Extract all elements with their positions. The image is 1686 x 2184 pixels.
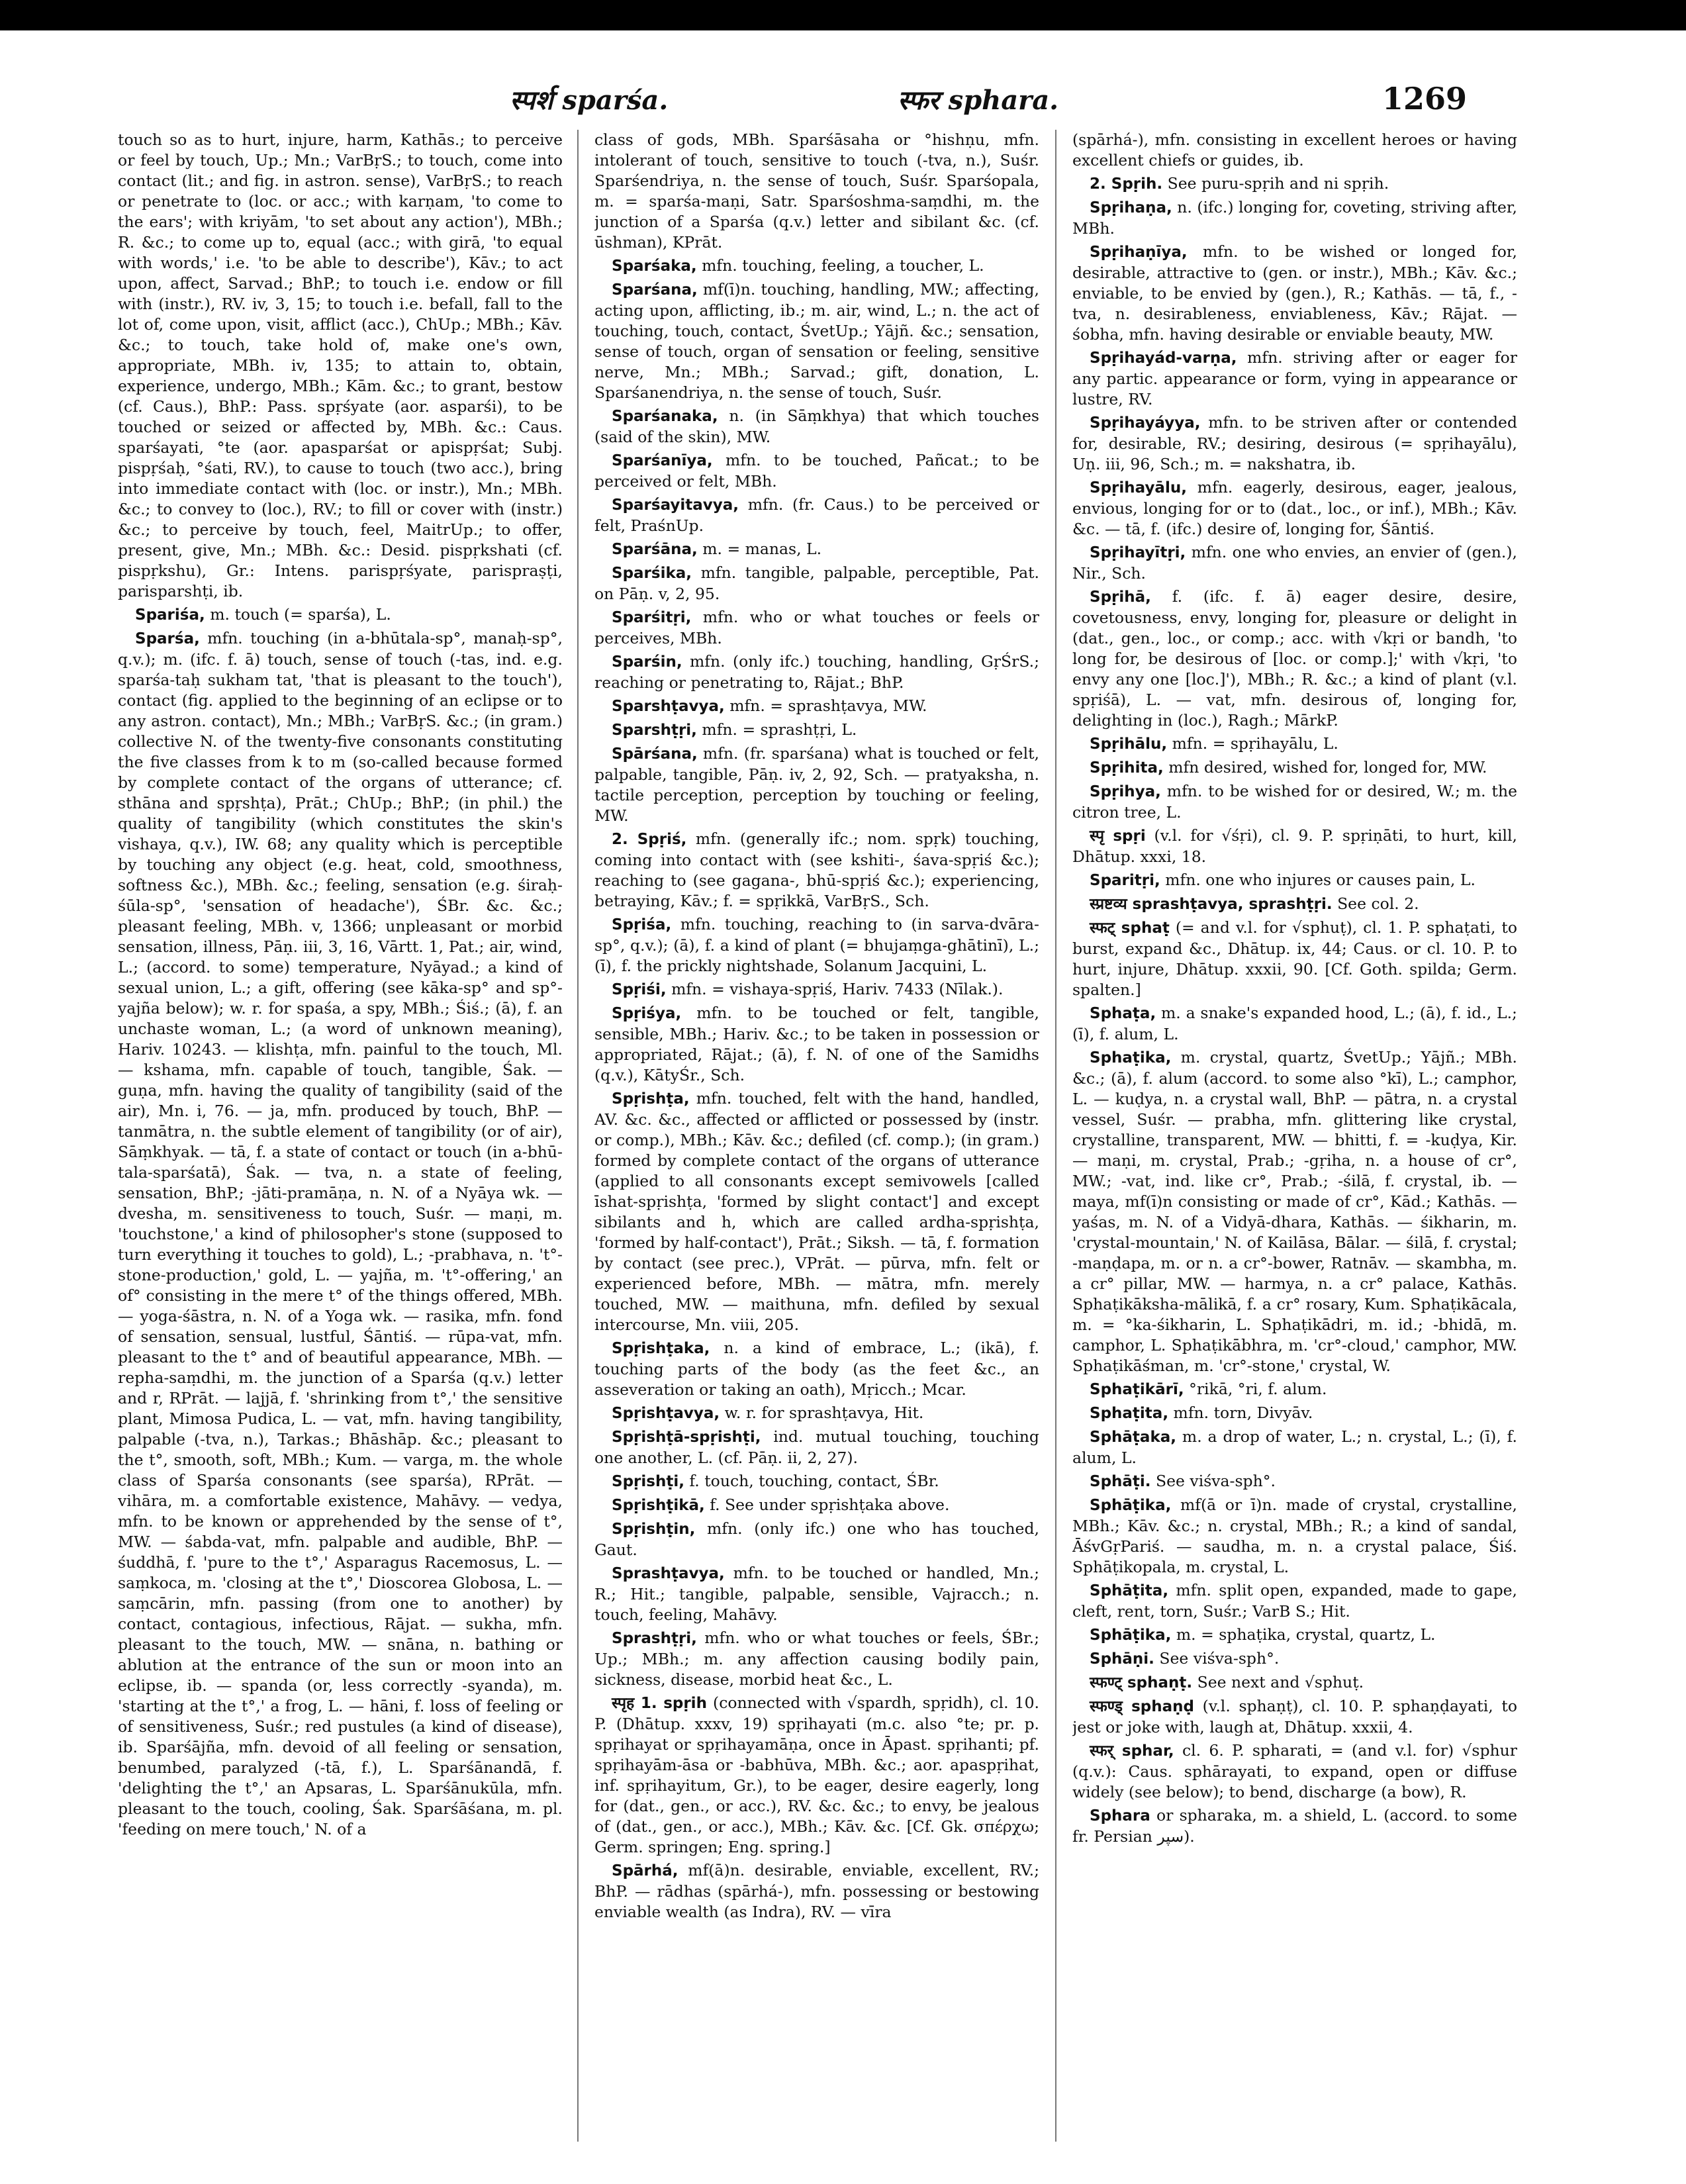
dictionary-entry (1072, 412, 1517, 475)
entry-headword: Spṛishṭin, (612, 1521, 696, 1538)
entry-definition: m. a snake's expanded hood, L.; (ā), f. id., L.; (ī), f. alum, L. (1072, 1004, 1517, 1043)
dictionary-entry (594, 1860, 1039, 1923)
dictionary-entry (594, 651, 1039, 693)
entry-definition: (= and v.l. for √sphuṭ), cl. 1. P. sphaṭati, to burst, expand &c., Dhātup. ix, 44; Caus. or cl. 10. P. to hurt, injure, Dhātup. xxxii, 90. [Cf. Goth. spilda; Germ. spalten.] (1072, 918, 1517, 999)
entry-definition: mfn. to be touched, Pañcat.; to be perceived or felt, MBh. (594, 451, 1039, 491)
dictionary-entry (1072, 1805, 1517, 1847)
entry-headword: Spṛishṭi, (612, 1473, 684, 1490)
entry-definition: See viśva-sph°. (1156, 1472, 1276, 1490)
entry-definition: mfn. one who envies, an envier of (gen.), Nir., Sch. (1072, 543, 1517, 583)
dictionary-entry (1072, 1471, 1517, 1492)
entry-definition: mfn. = sprashṭṛi, L. (702, 720, 857, 739)
entry-definition: mfn. tangible, palpable, perceptible, Pat. on Pāṇ. v, 2, 95. (594, 563, 1039, 603)
entry-definition: mfn. to be wished or longed for, desirable, attractive to (gen. or instr.), MBh.; Kāv. &c.; enviable, to be envied by (gen.), R.; Kathās. — tā, f., -tva, n. desirableness, enviableness, Kāv.; Rājat. — śobha, mfn. having desirable or enviable beauty, MW. (1072, 242, 1517, 344)
entry-definition: mfn. (only ifc.) one who has touched, Gaut. (594, 1519, 1039, 1559)
entry-definition: m. a drop of water, L.; n. crystal, L.; (ī), f. alum, L. (1072, 1427, 1517, 1467)
entry-headword: Sphaṭita, (1090, 1405, 1169, 1422)
entry-definition: n. a kind of embrace, L.; (ikā), f. touching parts of the body (as the feet &c., an asseveration or taking an oath), Mṛicch.; Mcar. (594, 1339, 1039, 1399)
entry-headword: Spṛihayālu, (1090, 479, 1187, 497)
dictionary-entry (594, 829, 1039, 912)
dictionary-entry (1072, 542, 1517, 584)
dictionary-entry (1072, 587, 1517, 731)
column-2 (594, 130, 1039, 2142)
dictionary-entry (1072, 1625, 1517, 1646)
entry-definition: m. touch (= sparśa), L. (210, 605, 391, 624)
entry-definition: mfn. touched, felt with the hand, handled, AV. &c. &c., affected or afflicted or possessed by (instr. or comp.), MBh.; Kāv. &c.; defiled (cf. comp.); (in gram.) formed by complete contact of the organs of utterance (applied to all consonants except semivowels [called īshat-spṛishṭa, 'formed by slight contact'] and except sibilants and h, which are called ardha-spṛishṭa, 'formed by half-contact'), Prāt.; Siksh. — tā, f. formation by contact (see prec.), VPrāt. — pūrva, mfn. felt or experienced before, MBh. — mātra, mfn. merely touched, MW. — maithuna, mfn. defiled by sexual intercourse, Mn. viii, 205. (594, 1089, 1039, 1334)
entry-definition: mfn. touching, reaching to (in sarva-dvāra-sp°, q.v.); (ā), f. a kind of plant (= bhujaṃga-ghātinī), L.; (ī), f. the prickly nightshade, Solanum Jacquini, L. (594, 915, 1039, 975)
entry-definition: mfn. one who injures or causes pain, L. (1165, 871, 1475, 889)
dictionary-entry (1072, 1003, 1517, 1045)
dictionary-entry (1072, 781, 1517, 823)
dictionary-entry (594, 495, 1039, 536)
dictionary-entry (594, 563, 1039, 604)
dictionary-entry (594, 1471, 1039, 1492)
dictionary-entry (594, 279, 1039, 403)
entry-definition: (v.l. sphaṇṭ), cl. 10. P. sphaṇḍayati, to jest or joke with, laugh at, Dhātup. xxxii, 4. (1072, 1697, 1517, 1736)
running-head-left: स्पर्श sparśa. (510, 85, 669, 116)
entry-definition: See puru-spṛih and ni spṛih. (1167, 174, 1389, 193)
entry-definition: w. r. for sprashṭavya, Hit. (724, 1403, 924, 1422)
entry-headword: Spṛihaṇīya, (1090, 244, 1188, 261)
entry-headword: स्फण्ड् sphaṇḍ (1090, 1698, 1194, 1715)
entry-definition: See viśva-sph°. (1159, 1649, 1280, 1668)
entry-definition: (v.l. for √śṛi), cl. 9. P. spṛiṇāti, to hurt, kill, Dhātup. xxxi, 18. (1072, 826, 1517, 866)
entry-headword: स्प्रष्टव्य sprashṭavya, sprashṭṛi. (1090, 896, 1333, 913)
entry-definition: cl. 6. P. spharati, = (and v.l. for) √sphur (q.v.): Caus. sphārayati, to expand, open or diffuse widely (see below); to bend, discharge (a bow), R. (1072, 1741, 1517, 1801)
entry-headword: स्पृ spṛi (1090, 828, 1146, 845)
entry-headword: Sphara (1090, 1807, 1150, 1825)
entry-definition: f. touch, touching, contact, ŚBr. (689, 1472, 939, 1490)
scan-top-border (0, 0, 1686, 30)
entry-definition: mfn. to be wished for or desired, W.; m. the citron tree, L. (1072, 782, 1517, 822)
entry-definition: (spārhá-), mfn. consisting in excellent heroes or having excellent chiefs or guides, ib. (1072, 130, 1517, 169)
entry-definition: class of gods, MBh. Sparśāsaha or °hishṇu, mfn. intolerant of touch, sensitive to touch (-tva, n.), Suśr. Sparśendriya, n. the sense of touch, Suśr. Sparśopala, m. = sparśa-maṇi, Satr. Sparśoshma-saṃdhi, m. the junction of a Sparśa (q.v.) letter and sibilant &c. (cf. ūshman), KPrāt. (594, 130, 1039, 252)
dictionary-entry (118, 628, 563, 1840)
entry-definition: mf(ā)n. desirable, enviable, excellent, RV.; BhP. — rādhas (spārhá-), mfn. possessing or bestowing enviable wealth (as Indra), RV. — vīra (594, 1861, 1039, 1921)
entry-definition: f. (ifc. f. ā) eager desire, desire, covetousness, envy, longing for, pleasure or delight in (dat., gen., loc., or comp.; acc. with √kṛi or bandh, 'to long for, be desirous of [loc. or comp.];' with √kṛi, 'to envy any one [loc.]'), MBh.; R. &c.; a kind of plant (v.l. spṛiśā), L. — vat, mfn. desirous of, longing for, delighting in (loc.), Ragh.; MārkP. (1072, 587, 1517, 730)
dictionary-entry (594, 1403, 1039, 1424)
entry-definition: n. (ifc.) longing for, coveting, striving after, MBh. (1072, 198, 1517, 238)
dictionary-entry (1072, 1403, 1517, 1424)
entry-headword: Spṛihālu, (1090, 736, 1168, 753)
dictionary-entry (1072, 1696, 1517, 1738)
dictionary-entry (1072, 348, 1517, 410)
dictionary-entry (594, 1563, 1039, 1625)
entry-definition: or spharaka, m. a shield, L. (accord. to some fr. Persian سپر). (1072, 1806, 1517, 1846)
entry-definition: mfn. (fr. Caus.) to be perceived or felt, PraśnUp. (594, 495, 1039, 535)
dictionary-entry (594, 743, 1039, 826)
entry-headword: स्फट् sphaṭ (1090, 920, 1170, 937)
dictionary-entry (594, 1088, 1039, 1335)
entry-headword: Sparśaka, (612, 258, 697, 275)
dictionary-entry (1072, 757, 1517, 779)
dictionary-entry (1072, 1740, 1517, 1803)
entry-headword: Sparśin, (612, 653, 682, 671)
entry-headword: Spṛishṭa, (612, 1090, 690, 1108)
entry-headword: स्फण्ट् sphaṇṭ. (1090, 1674, 1193, 1691)
column-divider (1055, 130, 1056, 2142)
entry-definition: n. (in Sāṃkhya) that which touches (said of the skin), MW. (594, 406, 1039, 446)
dictionary-entry (594, 1519, 1039, 1560)
dictionary-entry (1072, 826, 1517, 867)
dictionary-entry (594, 256, 1039, 277)
entry-headword: Spṛihaṇa, (1090, 199, 1172, 216)
entry-headword: Sparśitṛi, (612, 609, 692, 626)
dictionary-entry (1072, 130, 1517, 171)
entry-headword: Sparshṭṛi, (612, 722, 697, 739)
entry-definition: mfn. who or what touches or feels or perceives, MBh. (594, 608, 1039, 647)
entry-definition: ind. mutual touching, touching one another, L. (cf. Pāṇ. ii, 2, 27). (594, 1427, 1039, 1467)
entry-headword: Spṛihayáyya, (1090, 414, 1201, 432)
dictionary-entry (1072, 1495, 1517, 1578)
entry-headword: Sphāṭita, (1090, 1582, 1169, 1599)
entry-headword: Spariśa, (135, 606, 205, 624)
entry-definition: See col. 2. (1337, 894, 1419, 913)
dictionary-entry (1072, 173, 1517, 195)
dictionary-entry (594, 607, 1039, 649)
entry-definition: mfn. touching (in a-bhūtala-sp°, manaḥ-sp°, q.v.); m. (ifc. f. ā) touch, sense of touch (-tas, ind. e.g. sparśa-taḥ sukham tat, 'that is pleasant to the touch'), contact (fig. applied to the beginning of an eclipse or to any astron. contact), Mn.; MBh.; VarBṛS. &c.; (in gram.) collective N. of the twenty-five consonants constituting the five classes from k to m (so-called because formed by complete contact of the organs of utterance; cf. sthāna and spṛshṭa), Prāt.; ChUp.; BhP.; (in phil.) the quality of tangibility (which constitutes the skin's vishaya, q.v.), IW. 68; any quality which is perceptible by touching any object (e.g. heat, cold, smoothness, softness &c.), MBh. &c.; feeling, sensation (e.g. śiraḥ-śūla-sp°, 'sensation of headache'), ŚBr. &c. &c.; pleasant feeling, MBh. v, 1366; unpleasant or morbid sensation, illness, Pāṇ. iii, 3, 16, Vārtt. 1, Pat.; air, wind, L.; (accord. to some) temperature, Nyāyad.; a kind of sexual union, L.; a gift, offering (see kāka-sp° and sp°-yajña below); w. r. for spaśa, a spy, MBh.; Śiś.; (ā), f. an unchaste woman, L.; (a word of unknown meaning), Hariv. 10243. — klishṭa, mfn. painful to the touch, Ml. — kshama, mfn. capable of touch, tangible, Śak. — guṇa, mfn. having the quality of tangibility (said of the air), Mn. i, 76. — ja, mfn. produced by touch, BhP. — tanmātra, n. the subtle element of tangibility (or of air), Sāṃkhyak. — tā, f. a state of contact or touch (in a-bhū-tala-sparśatā), Śak. — tva, n. a state of feeling, sensation, BhP.; -jāti-pramāṇa, n. N. of a Nyāya wk. — dvesha, m. sensitiveness to touch, Suśr. — maṇi, m. 'touchstone,' a kind of philosopher's stone (supposed to turn everything it touches to gold), L.; -prabhava, n. 't°-stone-production,' gold, L. — yajña, m. 't°-offering,' an of° consisting in the mere t° of the things offered, MBh. — yoga-śāstra, n. N. of a Yoga wk. — rasika, mfn. fond of sensation, sensual, lustful, Śāntiś. — rūpa-vat, mfn. pleasant to the t° and of beautiful appearance, MBh. — repha-saṃdhi, m. the junction of a Sparśa (q.v.) letter and r, RPrāt. — lajjā, f. 'shrinking from t°,' the sensitive plant, Mimosa Pudica, L. — vat, mfn. having tangibility, palpable (-tva, n.), Tarkas.; Bhāshāp. &c.; pleasant to the t°, smooth, soft, MBh.; Kum. — varga, m. the whole class of Sparśa consonants (see sparśa), RPrāt. — vihāra, m. a comfortable existence, Mahāvy. — vedya, mfn. to be known or apprehended by the sense of t°, MW. — śabda-vat, mfn. palpable and audible, BhP. — śuddhā, f. 'pure to the t°,' Asparagus Racemosus, L. — saṃkoca, m. 'closing at the t°,' Dioscorea Globosa, L. — saṃcārin, mfn. passing (from one to another) by contact, contagious, infectious, Rājat. — sukha, mfn. pleasant to the touch, MW. — snāna, n. bathing or ablution at the entrance of the sun or moon into an eclipse, ib. — spanda (or, less correctly -syanda), m. 'starting at the t°,' a frog, L. — hāni, f. loss of feeling or of sensitiveness, Suśr.; red pustules (a kind of disease), ib. Sparśājña, mfn. devoid of all feeling or sensation, benumbed, paralyzed (-tā, f.), L. Sparśānandā, f. 'delighting the t°,' an Apsaras, L. Sparśānukūla, mfn. pleasant to the touch, cooling, Śak. Sparśāśana, m. pl. 'feeding on mere touch,' N. of a (118, 629, 563, 1838)
entry-definition: mfn. to be touched or felt, tangible, sensible, MBh.; Hariv. &c.; to be taken in possession or appropriated, Rājat.; (ā), f. N. of one of the Samidhs (q.v.), KātyŚr., Sch. (594, 1004, 1039, 1084)
entry-headword: Sparśayitavya, (612, 497, 739, 514)
entry-definition: mfn. = sprashṭavya, MW. (729, 696, 927, 715)
entry-definition: mfn. = vishaya-spṛiś, Hariv. 7433 (Nīlak.). (671, 980, 1004, 998)
entry-headword: स्फर् sphar, (1090, 1742, 1174, 1760)
dictionary-entry (594, 1003, 1039, 1086)
dictionary-entry (1072, 477, 1517, 540)
entry-definition: mf(ī)n. touching, handling, MW.; affecting, acting upon, afflicting, ib.; m. air, wind, L.; n. the act of touching, touch, contact, ŚvetUp.; Yājñ. &c.; sensation, sense of touch, organ of sensation or feeling, sensitive nerve, Mn.; MBh.; Sarvad.; gift, donation, L. Sparśanendriya, n. the sense of touch, Suśr. (594, 280, 1039, 402)
entry-headword: Sprashṭavya, (612, 1565, 725, 1582)
entry-headword: Sparśanīya, (612, 452, 713, 469)
dictionary-entry (1072, 1580, 1517, 1622)
running-head-center: स्फर sphara. (898, 85, 1059, 116)
dictionary-entry (594, 696, 1039, 717)
dictionary-entry (1072, 1379, 1517, 1400)
entry-definition: mfn. touching, feeling, a toucher, L. (702, 256, 984, 275)
entry-headword: Sphāṇi. (1090, 1650, 1154, 1668)
entry-headword: Sphāṭika, (1090, 1627, 1172, 1644)
entry-definition: (connected with √spardh, spṛidh), cl. 10. P. (Dhātup. xxxv, 19) spṛihayati (m.c. also °te; pr. p. spṛihayat or spṛihayamāṇa, once in Āpast. spṛihanti; pf. spṛihayām-āsa or -babhūva, MBh. &c.; aor. apaspṛihat, inf. spṛihayitum, Gr.), to be eager, desire eagerly, long for (dat., gen., or acc.), RV. &c. &c.; to envy, be jealous of (dat., gen., or acc.), MBh.; Kāv. &c. [Cf. Gk. σπέρχω; Germ. springen; Eng. spring.] (594, 1693, 1039, 1856)
entry-definition: mf(ā or ī)n. made of crystal, crystalline, MBh.; Kāv. &c.; n. crystal, MBh.; R.; a kind of sandal, ĀśvGṛPariś. — saudha, m. n. a crystal palace, Śiś. Sphāṭikopala, m. crystal, L. (1072, 1496, 1517, 1576)
entry-definition: mfn. (generally ifc.; nom. spṛk) touching, coming into contact with (see kshiti-, śava-spṛiś &c.); reaching to (see gagana-, bhū-spṛiś &c.); experiencing, betraying, Kāv.; f. = spṛikkā, VarBṛS., Sch. (594, 830, 1039, 910)
entry-headword: Spṛishṭaka, (612, 1340, 710, 1357)
entry-headword: Sparśana, (612, 281, 698, 299)
dictionary-entry (1072, 242, 1517, 345)
entry-headword: Spṛihayád-varṇa, (1090, 350, 1237, 367)
column-divider (577, 130, 579, 2142)
column-3 (1072, 130, 1517, 2142)
entry-definition: m. = sphaṭika, crystal, quartz, L. (1176, 1625, 1436, 1644)
column-1 (118, 130, 563, 2142)
entry-headword: Spṛishṭavya, (612, 1405, 720, 1422)
entry-headword: Sprashṭṛi, (612, 1630, 697, 1647)
dictionary-entry (594, 1338, 1039, 1400)
dictionary-entry (594, 406, 1039, 448)
entry-headword: 2. Spṛih. (1090, 175, 1163, 193)
entry-headword: 2. Spṛiś, (612, 831, 687, 848)
dictionary-entry (1072, 1047, 1517, 1376)
entry-definition: °rikā, °ri, f. alum. (1189, 1380, 1327, 1398)
entry-definition: mfn. = spṛihayālu, L. (1172, 734, 1338, 753)
dictionary-entry (1072, 894, 1517, 915)
page-number: 1269 (1382, 81, 1468, 117)
entry-headword: Sphaṭika, (1090, 1049, 1172, 1067)
entry-headword: Spṛishṭā-spṛishṭi, (612, 1429, 761, 1446)
dictionary-entry (118, 130, 563, 602)
dictionary-entry (1072, 1427, 1517, 1468)
dictionary-entry (594, 1495, 1039, 1516)
entry-definition: mfn. (only ifc.) touching, handling, GṛŚrS.; reaching or penetrating to, Rājat.; BhP. (594, 652, 1039, 692)
dictionary-entry (1072, 197, 1517, 239)
entry-headword: Sparitṛi, (1090, 872, 1160, 889)
entry-definition: mfn. eagerly, desirous, eager, jealous, envious, longing for or to (dat., loc., or inf.), MBh.; Kāv. &c. — tā, f. (ifc.) desire of, longing for, Śāntiś. (1072, 478, 1517, 538)
entry-definition: mfn desired, wished for, longed for, MW. (1168, 758, 1487, 777)
entry-definition: mfn. striving after or eager for any partic. appearance or form, vying in appearance or lustre, RV. (1072, 348, 1517, 408)
dictionary-entry (594, 130, 1039, 253)
entry-headword: Sphāṭaka, (1090, 1429, 1176, 1446)
entry-definition: mfn. split open, expanded, made to gape, cleft, rent, torn, Suśr.; VarB S.; Hit. (1072, 1581, 1517, 1621)
entry-headword: Spārśana, (612, 745, 698, 763)
entry-definition: mfn. who or what touches or feels, ŚBr.; Up.; MBh.; m. any affection causing bodily pain, sickness, disease, morbid heat &c., L. (594, 1629, 1039, 1689)
entry-headword: Sphāṭika, (1090, 1497, 1172, 1514)
dictionary-entry (594, 1427, 1039, 1468)
dictionary-entry (594, 720, 1039, 741)
entry-headword: Spṛihita, (1090, 759, 1164, 777)
entry-headword: Spṛiśi, (612, 981, 667, 998)
entry-headword: Sparśanaka, (612, 408, 718, 425)
dictionary-entry (1072, 1672, 1517, 1693)
entry-headword: Spṛiśa, (612, 916, 672, 933)
entry-definition: f. See under spṛishṭaka above. (710, 1496, 950, 1514)
entry-headword: Sphaṭikārī, (1090, 1381, 1184, 1398)
entry-definition: mfn. to be striven after or contended for, desirable, RV.; desiring, desirous (= spṛihayālu), Uṇ. iii, 96, Sch.; m. = nakshatra, ib. (1072, 413, 1517, 473)
entry-headword: Sphāṭi. (1090, 1473, 1151, 1490)
entry-definition: touch so as to hurt, injure, harm, Kathās.; to perceive or feel by touch, Up.; Mn.; VarBṛS.; to touch, come into contact (lit.; and fig. in astron. sense), VarBṛS.; to reach or penetrate to (loc. or acc.; with karṇam, 'to come to the ears'; with kriyām, 'to set about any action'), MBh.; R. &c.; to come up to, equal (acc.; with girā, 'to equal with words,' i.e. 'to be able to describe'), Kāv.; to act upon, affect, Sarvad.; BhP.; to touch i.e. endow or fill with (instr.), RV. iv, 3, 15; to touch i.e. befall, fall to the lot of, come upon, visit, afflict (acc.), ChUp.; MBh.; Kāv. &c.; to touch, take hold of, make one's own, appropriate, MBh. iv, 135; to attain to, obtain, experience, undergo, MBh.; Kām. &c.; to grant, bestow (cf. Caus.), BhP.: Pass. spṛśyate (aor. asparśi), to be touched or seized or affected by, MBh. &c.: Caus. sparśayati, °te (aor. apasparśat or apispṛśat; Subj. pispṛśaḥ, °śati, RV.), to cause to touch (two acc.), bring into immediate contact with (loc. or instr.), Mn.; MBh. &c.; to convey to (loc.), RV.; to fill or cover with (instr.) &c.; to perceive by touch, feel, MaitrUp.; to offer, present, give, Mn.; MBh. &c.: Desid. pispṛkshati (cf. pispṛkshu), Gr.: Intens. parispṛśyate, parispraṣṭi, parisparshṭi, ib. (118, 130, 563, 600)
entry-headword: Spṛishṭikā, (612, 1497, 705, 1514)
entry-definition: mfn. (fr. sparśana) what is touched or felt, palpable, tangible, Pāṇ. iv, 2, 92, Sch. — pratyaksha, n. tactile perception, perception by touching or feeling, MW. (594, 744, 1039, 825)
dictionary-entry (594, 539, 1039, 560)
entry-headword: स्पृह 1. spṛih (612, 1695, 707, 1712)
dictionary-entry (1072, 918, 1517, 1000)
entry-headword: Spārhá, (612, 1862, 679, 1879)
entry-headword: Sparshṭavya, (612, 698, 725, 715)
entry-definition: mfn. torn, Divyāv. (1173, 1403, 1313, 1422)
dictionary-entry (118, 604, 563, 626)
entry-headword: Spṛihā, (1090, 589, 1151, 606)
entry-definition: mfn. to be touched or handled, Mn.; R.; Hit.; tangible, palpable, sensible, Vajracch.; n. touch, feeling, Mahāvy. (594, 1564, 1039, 1624)
entry-headword: Spṛiśya, (612, 1005, 682, 1022)
entry-headword: Sparśika, (612, 565, 692, 582)
entry-headword: Sphaṭa, (1090, 1005, 1156, 1022)
dictionary-entry (1072, 734, 1517, 755)
entry-headword: Sparśāna, (612, 541, 698, 558)
entry-definition: See next and √sphuṭ. (1197, 1673, 1364, 1691)
entry-definition: m. = manas, L. (702, 540, 822, 558)
dictionary-entry (594, 979, 1039, 1000)
dictionary-entry (594, 914, 1039, 976)
entry-definition: m. crystal, quartz, ŚvetUp.; Yājñ.; MBh. &c.; (ā), f. alum (accord. to some also °kī), L.; camphor, L. — kuḍya, n. a crystal wall, BhP. — pātra, n. a crystal vessel, Suśr. — prabha, mfn. glittering like crystal, crystalline, transparent, MW. — bhitti, f. = -kuḍya, Kir. — maṇi, m. crystal, Prab.; -gṛiha, n. a house of cr°, MW.; -vat, ind. like cr°, Prab.; -śilā, f. crystal, ib. — maya, mf(ī)n consisting or made of cr°, Kād.; Kathās. — yaśas, m. N. of a Vidyā-dhara, Kathās. — śikharin, m. 'crystal-mountain,' N. of Kailāsa, Bālar. — śilā, f. crystal; -maṇḍapa, m. or n. a cr°-bower, Ratnāv. — skambha, m. a cr° pillar, MW. — harmya, n. a cr° palace, Kathās. Sphaṭikāksha-mālikā, f. a cr° rosary, Kum. Sphaṭikācala, m. = °ka-śikharin, L. Sphaṭikādri, m. id.; -bhidā, m. camphor, L. Sphaṭikābhra, m. 'cr°-cloud,' camphor, MW. Sphaṭikāśman, m. 'cr°-stone,' crystal, W. (1072, 1048, 1517, 1375)
dictionary-entry (594, 1628, 1039, 1690)
entry-headword: Sparśa, (135, 630, 200, 647)
entry-headword: Spṛihya, (1090, 783, 1161, 800)
dictionary-entry (594, 1693, 1039, 1858)
dictionary-entry (1072, 870, 1517, 891)
entry-headword: Spṛihayītṛi, (1090, 544, 1186, 561)
dictionary-entry (1072, 1648, 1517, 1670)
dictionary-entry (594, 450, 1039, 492)
